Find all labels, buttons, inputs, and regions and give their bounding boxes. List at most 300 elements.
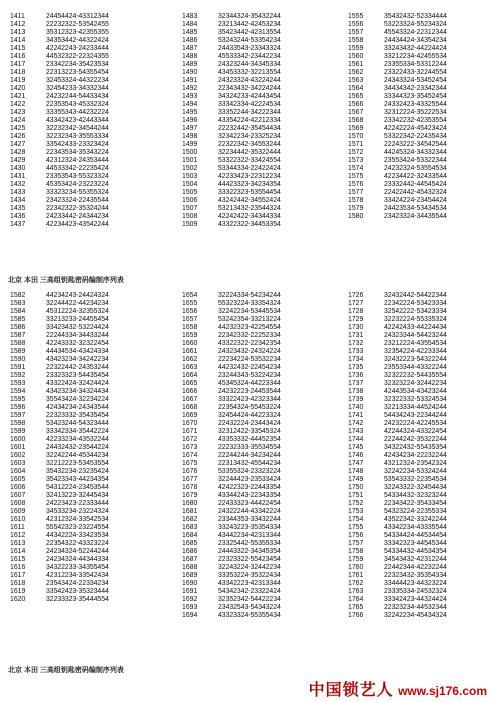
row-number: 1435 (10, 205, 26, 212)
row-code: 42434234-22232244 (384, 452, 447, 459)
row-number: 1434 (10, 197, 26, 204)
row-code: 44423323-34234354 (218, 181, 281, 188)
row-number: 1572 (348, 149, 364, 156)
row-number: 1504 (182, 181, 198, 188)
row-code: 43353332-44452354 (218, 436, 281, 443)
row-code: 53213432-23544324 (218, 205, 281, 212)
row-number: 1489 (182, 61, 198, 68)
row-number: 1574 (348, 165, 364, 172)
row-number: 1609 (10, 508, 26, 515)
row-code: 24323432-24324224 (218, 348, 281, 355)
row-code: 45345324-44223344 (218, 380, 281, 387)
row-number: 1615 (10, 556, 26, 563)
row-number: 1735 (348, 364, 364, 371)
row-code: 42242422-34344334 (218, 213, 281, 220)
row-number: 1730 (348, 324, 364, 331)
row-code: 53223324-55234324 (384, 21, 447, 28)
row-number: 1660 (182, 340, 198, 347)
row-number: 1731 (348, 332, 364, 339)
row-number: 1588 (10, 340, 26, 347)
row-number: 1744 (348, 436, 364, 443)
row-number: 1566 (348, 101, 364, 108)
row-code: 24454424-43312344 (46, 13, 109, 20)
row-number: 1600 (10, 436, 26, 443)
row-code: 43322424-32424424 (46, 380, 109, 387)
row-number: 1671 (182, 428, 198, 435)
row-code: 44342224-33423534 (46, 532, 109, 539)
row-number: 1491 (182, 77, 198, 84)
row-number: 1501 (182, 157, 198, 164)
row-number: 1753 (348, 508, 364, 515)
row-number: 1739 (348, 396, 364, 403)
row-number: 1617 (10, 572, 26, 579)
row-code: 42422323-22443354 (218, 484, 281, 491)
row-code: 42312324-24353444 (46, 157, 109, 164)
row-code: 23553424-53322344 (384, 157, 447, 164)
row-code: 43423234-34324434 (46, 388, 109, 395)
row-number: 1656 (182, 308, 198, 315)
row-number: 1592 (10, 372, 26, 379)
row-code: 22343422-35433454 (384, 500, 447, 507)
row-code: 32432442-54422344 (384, 292, 447, 299)
row-code: 22323234-44532344 (384, 604, 447, 611)
row-code: 53423244-54323444 (46, 420, 109, 427)
row-number: 1502 (182, 165, 198, 172)
row-code: 43423234-34242234 (46, 356, 109, 363)
row-code: 22322442-24353244 (46, 364, 109, 371)
row-code: 32344324-35432244 (218, 13, 281, 20)
row-code: 42234422-32433544 (384, 173, 447, 180)
row-number: 1582 (10, 292, 26, 299)
row-code: 54434243-22344244 (384, 412, 447, 419)
row-number: 1749 (348, 476, 364, 483)
row-number: 1754 (348, 516, 364, 523)
row-code: 35423343-44234354 (46, 476, 109, 483)
row-code: 24232244-54433434 (46, 93, 109, 100)
row-code: 22442344-42232244 (384, 564, 447, 571)
row-code: 43344243-22343354 (218, 492, 281, 499)
row-code: 22244334-34433244 (46, 332, 109, 339)
row-code: 34543432-42312244 (384, 556, 447, 563)
row-number: 1659 (182, 332, 198, 339)
row-code: 23543424-22334234 (46, 580, 109, 587)
row-number: 1667 (182, 396, 198, 403)
row-code: 23423324-22435544 (46, 197, 109, 204)
row-code: 32232224-55335324 (384, 316, 447, 323)
row-code: 22232333-35534554 (218, 444, 281, 451)
row-number: 1614 (10, 548, 26, 555)
section-separator-top: 北京 本田 三高组钥匙密码编制序列表 (8, 277, 124, 284)
row-number: 1612 (10, 532, 26, 539)
row-number: 1487 (182, 45, 198, 52)
row-code: 23342234-35423534 (46, 61, 109, 68)
row-number: 1691 (182, 588, 198, 595)
row-code: 32312224-35222534 (384, 109, 447, 116)
row-code: 42243332-32322454 (46, 340, 109, 347)
row-code: 43342423-42443344 (46, 117, 109, 124)
row-code: 23325442-55355334 (218, 540, 281, 547)
row-number: 1411 (10, 13, 25, 20)
row-number: 1500 (182, 149, 198, 156)
row-code: 22422442-45432324 (384, 189, 447, 196)
row-code: 42242433-44224434 (384, 324, 447, 331)
row-code: 35432432-52334444 (384, 13, 447, 20)
row-number: 1595 (10, 396, 26, 403)
row-code: 33444423-44323224 (384, 580, 447, 587)
row-number: 1605 (10, 476, 26, 483)
row-number: 1602 (10, 452, 26, 459)
row-code: 32213334-44524244 (384, 404, 447, 411)
row-number: 1657 (182, 316, 198, 323)
row-code: 33352244-34222344 (218, 109, 281, 116)
row-code: 53243244-53354234 (218, 37, 281, 44)
row-code: 24232223-24453544 (218, 388, 281, 395)
row-code: 33342334-42224534 (218, 101, 281, 108)
row-code: 23342232-42353554 (384, 117, 447, 124)
row-code: 22243222-34542544 (384, 141, 447, 148)
row-code: 24232224-42245534 (384, 420, 447, 427)
row-number: 1675 (182, 460, 198, 467)
row-code: 54312224-23453544 (46, 484, 109, 491)
row-code: 32322232-54435554 (384, 372, 447, 379)
row-code: 23213442-42453234 (218, 21, 281, 28)
row-code: 34322233-34355454 (46, 564, 109, 571)
row-code: 33212234-42455534 (384, 53, 447, 60)
row-code: 22433323-44422454 (218, 500, 281, 507)
bottom-col1-numbers (10, 292, 25, 604)
row-code: 22354324-55453224 (218, 404, 281, 411)
row-number: 1583 (10, 300, 26, 307)
top-col3-codes (384, 13, 447, 221)
row-number: 1681 (182, 508, 198, 515)
row-code: 34353442-44322424 (46, 37, 109, 44)
row-number: 1571 (348, 141, 364, 148)
row-code: 53242354-33213224 (218, 316, 281, 323)
row-code: 24423534-53434534 (384, 205, 447, 212)
row-number: 1494 (182, 101, 198, 108)
row-number: 1594 (10, 388, 26, 395)
row-code: 53344334-22422424 (218, 165, 281, 172)
row-number: 1734 (348, 356, 364, 363)
watermark-url: www.sj176.com (398, 684, 487, 698)
row-number: 1619 (10, 588, 26, 595)
row-code: 23355334-53312244 (384, 61, 447, 68)
row-code: 43342234-43335544 (384, 524, 447, 531)
row-code: 44533342-22235424 (46, 165, 109, 172)
row-number: 1587 (10, 332, 26, 339)
row-number: 1412 (10, 21, 26, 28)
row-code: 24443322-34345354 (218, 548, 281, 555)
row-code: 43242442-34552424 (218, 197, 281, 204)
row-code: 23432543-54343224 (218, 604, 281, 611)
row-code: 24343324-53452454 (384, 77, 447, 84)
row-number: 1596 (10, 404, 26, 411)
row-code: 42233423-22312234 (218, 173, 281, 180)
row-code: 24434424-34354234 (384, 37, 447, 44)
row-code: 22244244-34234244 (218, 452, 281, 459)
row-number: 1764 (348, 596, 364, 603)
row-number: 1654 (182, 292, 198, 299)
row-code: 33344323-35452454 (384, 93, 447, 100)
row-code: 33342323-44545344 (384, 540, 447, 547)
row-number: 1751 (348, 492, 364, 499)
row-number: 1597 (10, 412, 26, 419)
row-number: 1589 (10, 348, 26, 355)
bottom-col2-numbers (182, 292, 197, 620)
row-code: 32232343-35553334 (46, 133, 109, 140)
row-number: 1428 (10, 149, 26, 156)
row-number: 1432 (10, 181, 26, 188)
row-code: 24234324-44344334 (46, 556, 109, 563)
row-code: 22342332-22252334 (218, 332, 281, 339)
row-code: 33342423-44324424 (384, 596, 447, 603)
watermark (309, 677, 487, 700)
row-number: 1761 (348, 572, 364, 579)
row-number: 1603 (10, 460, 26, 467)
row-number: 1598 (10, 420, 26, 427)
row-number: 1573 (348, 157, 364, 164)
row-number: 1664 (182, 372, 198, 379)
row-number: 1680 (182, 500, 198, 507)
row-number: 1741 (348, 412, 364, 419)
row-number: 1620 (10, 596, 26, 603)
row-number: 1726 (348, 292, 364, 299)
row-code: 54334432-44534354 (384, 548, 447, 555)
row-code: 32342234-23325234 (218, 133, 281, 140)
row-code: 45312224-32355324 (46, 308, 109, 315)
row-number: 1665 (182, 380, 198, 387)
row-code: 34324233-42443454 (218, 93, 281, 100)
row-number: 1414 (10, 37, 26, 44)
row-number: 1417 (10, 61, 26, 68)
row-code: 45353424-23223224 (46, 181, 109, 188)
row-code: 22232442-35454434 (218, 125, 281, 132)
row-code: 54334424-44534454 (384, 532, 447, 539)
row-code: 24223423-22333444 (46, 500, 109, 507)
row-code: 45543324-22312344 (384, 29, 447, 36)
row-code: 42434234-24343544 (46, 404, 109, 411)
row-number: 1490 (182, 69, 198, 76)
row-code: 53322342-22435434 (384, 133, 447, 140)
row-number: 1661 (182, 348, 198, 355)
row-code: 22322342-34553244 (218, 141, 281, 148)
row-number: 1430 (10, 165, 26, 172)
row-code: 42312324-33542534 (46, 516, 109, 523)
row-code: 43322322-34453354 (218, 221, 281, 228)
top-col2-numbers (182, 13, 197, 229)
row-code: 24234324-52244244 (46, 548, 109, 555)
row-number: 1593 (10, 380, 26, 387)
row-code: 43522342-33242244 (384, 516, 447, 523)
row-code: 33243432-44224424 (384, 45, 447, 52)
row-code: 44434534-43424334 (46, 348, 109, 355)
row-code: 32242244-45344234 (46, 452, 109, 459)
row-number: 1423 (10, 109, 26, 116)
row-number: 1506 (182, 197, 198, 204)
row-number: 1742 (348, 420, 364, 427)
row-code: 53322322-33424554 (218, 157, 281, 164)
row-number: 1419 (10, 77, 26, 84)
row-code: 23323323-54435454 (46, 372, 109, 379)
row-number: 1416 (10, 53, 26, 60)
row-number: 1561 (348, 61, 364, 68)
row-number: 1607 (10, 492, 26, 499)
row-code: 32432223-54322244 (384, 356, 447, 363)
row-code: 24332423-43325544 (384, 101, 447, 108)
row-number: 1760 (348, 564, 364, 571)
row-code: 42244324-43322454 (384, 428, 447, 435)
row-code: 24433543-23343324 (218, 45, 281, 52)
row-number: 1580 (348, 213, 364, 220)
row-code: 32244422-44234234 (46, 300, 109, 307)
row-number: 1577 (348, 189, 364, 196)
row-code: 43354224-42212334 (218, 117, 281, 124)
row-number: 1608 (10, 500, 26, 507)
row-number: 1562 (348, 69, 364, 76)
row-code: 24233442-24344234 (46, 213, 109, 220)
row-code: 24323344-54423244 (384, 332, 447, 339)
row-code: 22353543-45332324 (46, 101, 109, 108)
bottom-col3-codes (384, 292, 447, 620)
row-number: 1575 (348, 173, 364, 180)
row-code: 22234224-53532234 (218, 356, 281, 363)
row-code: 32542222-53423334 (384, 308, 447, 315)
row-number: 1616 (10, 564, 26, 571)
row-code: 33323234-55355324 (46, 189, 109, 196)
row-number: 1484 (182, 21, 198, 28)
row-code: 24432432-23544224 (46, 444, 109, 451)
row-number: 1678 (182, 484, 198, 491)
row-code: 22323322-55423454 (218, 556, 281, 563)
row-number: 1437 (10, 221, 26, 228)
row-number: 1686 (182, 548, 198, 555)
row-number: 1427 (10, 141, 26, 148)
row-code: 22323432-35354334 (384, 572, 447, 579)
row-number: 1669 (182, 412, 198, 419)
row-code: 43342223-42313344 (218, 580, 281, 587)
row-number: 1590 (10, 356, 26, 363)
row-code: 32242234-45434324 (384, 612, 447, 619)
row-code: 23344353-33432244 (218, 516, 281, 523)
row-number: 1567 (348, 109, 364, 116)
row-code: 42443534-43423244 (384, 388, 447, 395)
row-number: 1732 (348, 340, 364, 347)
row-number: 1558 (348, 37, 364, 44)
row-code: 32242234-53324244 (384, 468, 447, 475)
row-code: 32244423-23533424 (218, 476, 281, 483)
row-code: 32212223-53453554 (46, 460, 109, 467)
top-col3-numbers (348, 13, 363, 221)
row-number: 1655 (182, 300, 198, 307)
row-number: 1752 (348, 500, 364, 507)
row-code: 54334432-32323244 (384, 492, 447, 499)
row-number: 1585 (10, 316, 26, 323)
row-code: 32242234-53445534 (218, 308, 281, 315)
row-code: 32352342-54422234 (218, 596, 281, 603)
row-code: 55323224-33354324 (218, 300, 281, 307)
row-code: 53355324-23323224 (218, 468, 281, 475)
row-number: 1685 (182, 540, 198, 547)
row-code: 32453324-44322234 (46, 77, 109, 84)
row-code: 22432224-23443424 (218, 420, 281, 427)
row-number: 1757 (348, 540, 364, 547)
bottom-col1-codes (46, 292, 109, 604)
row-number: 1738 (348, 388, 364, 395)
row-number: 1559 (348, 45, 364, 52)
row-code: 33322323-53554454 (218, 189, 281, 196)
row-code: 23423324-34435544 (384, 213, 447, 220)
row-number: 1492 (182, 85, 198, 92)
row-number: 1413 (10, 29, 26, 36)
row-code: 35312323-42355355 (46, 29, 109, 36)
row-number: 1677 (182, 476, 198, 483)
row-code: 24323244-34345334 (218, 61, 281, 68)
row-code: 23335334-24532324 (384, 588, 447, 595)
row-number: 1666 (182, 388, 198, 395)
row-number: 1485 (182, 29, 198, 36)
row-code: 32233323-35444554 (46, 596, 109, 603)
row-code: 23322433-32244554 (384, 69, 447, 76)
row-code: 33424224-23454424 (384, 197, 447, 204)
row-number: 1570 (348, 133, 364, 140)
row-number: 1756 (348, 532, 364, 539)
row-number: 1688 (182, 564, 198, 571)
row-number: 1579 (348, 205, 364, 212)
row-number: 1426 (10, 133, 26, 140)
row-number: 1755 (348, 524, 364, 531)
row-code: 32322332-53324534 (384, 396, 447, 403)
row-number: 1495 (182, 109, 198, 116)
row-number: 1740 (348, 404, 364, 411)
top-col1-numbers (10, 13, 25, 229)
row-number: 1684 (182, 532, 198, 539)
row-code: 43323324-55355434 (218, 612, 281, 619)
row-number: 1690 (182, 580, 198, 587)
row-code: 22244242-35322244 (384, 436, 447, 443)
row-number: 1672 (182, 436, 198, 443)
row-number: 1728 (348, 308, 364, 315)
row-number: 1429 (10, 157, 26, 164)
row-number: 1563 (348, 77, 364, 84)
row-code: 43322322-22342354 (218, 340, 281, 347)
row-number: 1750 (348, 484, 364, 491)
row-number: 1483 (182, 13, 198, 20)
row-code: 32454233-34332344 (46, 85, 109, 92)
row-number: 1694 (182, 612, 198, 619)
row-number: 1611 (10, 524, 25, 531)
row-code: 44232432-22454234 (218, 364, 281, 371)
row-number: 1415 (10, 45, 26, 52)
row-code: 53543332-22354534 (384, 476, 447, 483)
row-number: 1673 (182, 444, 198, 451)
row-number: 1682 (182, 516, 198, 523)
row-number: 1509 (182, 221, 198, 228)
row-number: 1425 (10, 125, 26, 132)
row-number: 1569 (348, 125, 364, 132)
row-code: 44234243-24424324 (46, 292, 109, 299)
row-number: 1497 (182, 125, 198, 132)
row-number: 1613 (10, 540, 26, 547)
section-separator-bottom: 北京 本田 三高组钥匙密码编制序列表 (8, 667, 124, 674)
row-code: 32234442-35322444 (218, 149, 281, 156)
row-code: 35543424-32234224 (46, 396, 109, 403)
row-code: 33322423-42323344 (218, 396, 281, 403)
row-number: 1498 (182, 133, 198, 140)
row-code: 23553344-43322244 (384, 364, 447, 371)
row-number: 1687 (182, 556, 198, 563)
row-code: 22323332-35435454 (46, 412, 109, 419)
row-number: 1663 (182, 364, 198, 371)
